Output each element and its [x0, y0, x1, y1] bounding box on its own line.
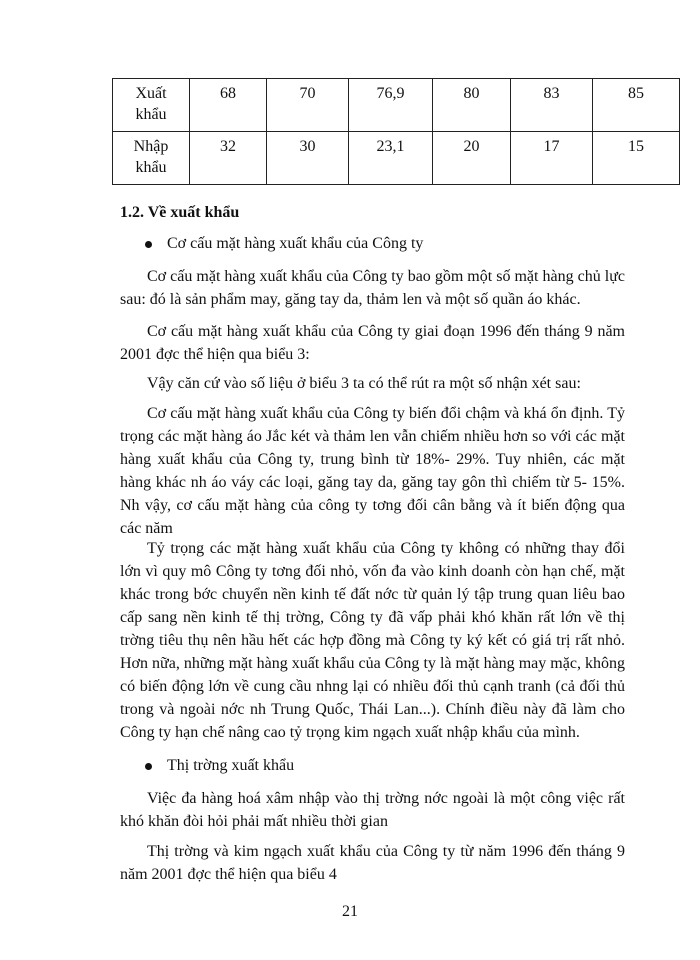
paragraph: Tỷ trọng các mặt hàng xuất khẩu của Công ty không có những thay đổi lớn vì quy mô Công ty tơng đối nhỏ, vốn đa vào kinh doanh còn hạn chế, mặt khác trong bớc chuyển nền kinh tế đất nớc từ quản lý tập trung quan liêu bao cấp sang nền kinh tế thị trờng, Công ty đã vấp phải khó khăn rất lớn về thị trờng tiêu thụ nên hầu hết các hợp đồng mà Công ty ký kết có giá trị rất nhỏ. Hơn nữa, những mặt hàng xuất khẩu của Công ty là mặt hàng may mặc, không có biến động lớn về cung cầu nhng lại có nhiều đối thủ cạnh tranh (cả đối thủ trong và ngoài nớc nh Trung Quốc, Thái Lan...). Chính điều này đã làm cho Công ty hạn chế nâng cao tỷ trọng kim ngạch xuất nhập khẩu của mình.: [120, 540, 625, 741]
table-cell: 76,9: [349, 79, 433, 132]
row-label: Xuất khẩu: [113, 79, 190, 132]
table-cell: 15: [593, 132, 680, 185]
paragraph: Thị trờng và kim ngạch xuất khẩu của Công ty từ năm 1996 đến tháng 9 năm 2001 đợc thể hiện qua biểu 4: [120, 843, 625, 883]
bullet-item: Thị trờng xuất khẩu: [145, 757, 294, 775]
table-row: [113, 132, 680, 185]
table-cell: 32: [190, 132, 267, 185]
table-cell: 83: [511, 79, 593, 132]
table-cell: 17: [511, 132, 593, 185]
row-label: Nhập khẩu: [113, 132, 190, 185]
table-cell: 80: [433, 79, 511, 132]
paragraph: Vậy căn cứ vào số liệu ở biểu 3 ta có thể rút ra một số nhận xét sau:: [147, 375, 581, 392]
bullet-dot-icon: [145, 763, 152, 770]
table-cell: 30: [267, 132, 349, 185]
table-cell: 20: [433, 132, 511, 185]
page-number: 21: [342, 903, 358, 920]
table-cell: 23,1: [349, 132, 433, 185]
bullet-item: Cơ cấu mặt hàng xuất khẩu của Công ty: [145, 235, 423, 253]
table-cell: 70: [267, 79, 349, 132]
paragraph: Cơ cấu mặt hàng xuất khẩu của Công ty biến đổi chậm và khá ổn định. Tỷ trọng các mặt hàng áo Jắc két và thảm len vẫn chiếm nhiều hơn so với các mặt hàng xuất khẩu của Công ty, trung bình từ 18%- 29%. Tuy nhiên, các mặt hàng khác nh áo váy các loại, găng tay da, găng tay gôn thì chiếm từ 5- 15%. Nh vậy, cơ cấu mặt hàng của công ty tơng đối cân bằng và ít biến động qua các năm: [120, 405, 625, 537]
table-cell: 85: [593, 79, 680, 132]
section-heading: 1.2. Về xuất khẩu: [120, 204, 240, 221]
paragraph: Cơ cấu mặt hàng xuất khẩu của Công ty bao gồm một số mặt hàng chủ lực sau: đó là sản phẩm may, găng tay da, thảm len và một số quần áo khác.: [120, 268, 625, 308]
table-cell: 68: [190, 79, 267, 132]
table-row: [113, 79, 680, 132]
paragraph: Việc đa hàng hoá xâm nhập vào thị trờng nớc ngoài là một công việc rất khó khăn đòi hỏi phải mất nhiều thời gian: [120, 790, 625, 830]
export-import-table: [112, 78, 680, 185]
paragraph: Cơ cấu mặt hàng xuất khẩu của Công ty giai đoạn 1996 đến tháng 9 năm 2001 đợc thể hiện qua biểu 3:: [120, 323, 625, 363]
bullet-dot-icon: [145, 241, 152, 248]
